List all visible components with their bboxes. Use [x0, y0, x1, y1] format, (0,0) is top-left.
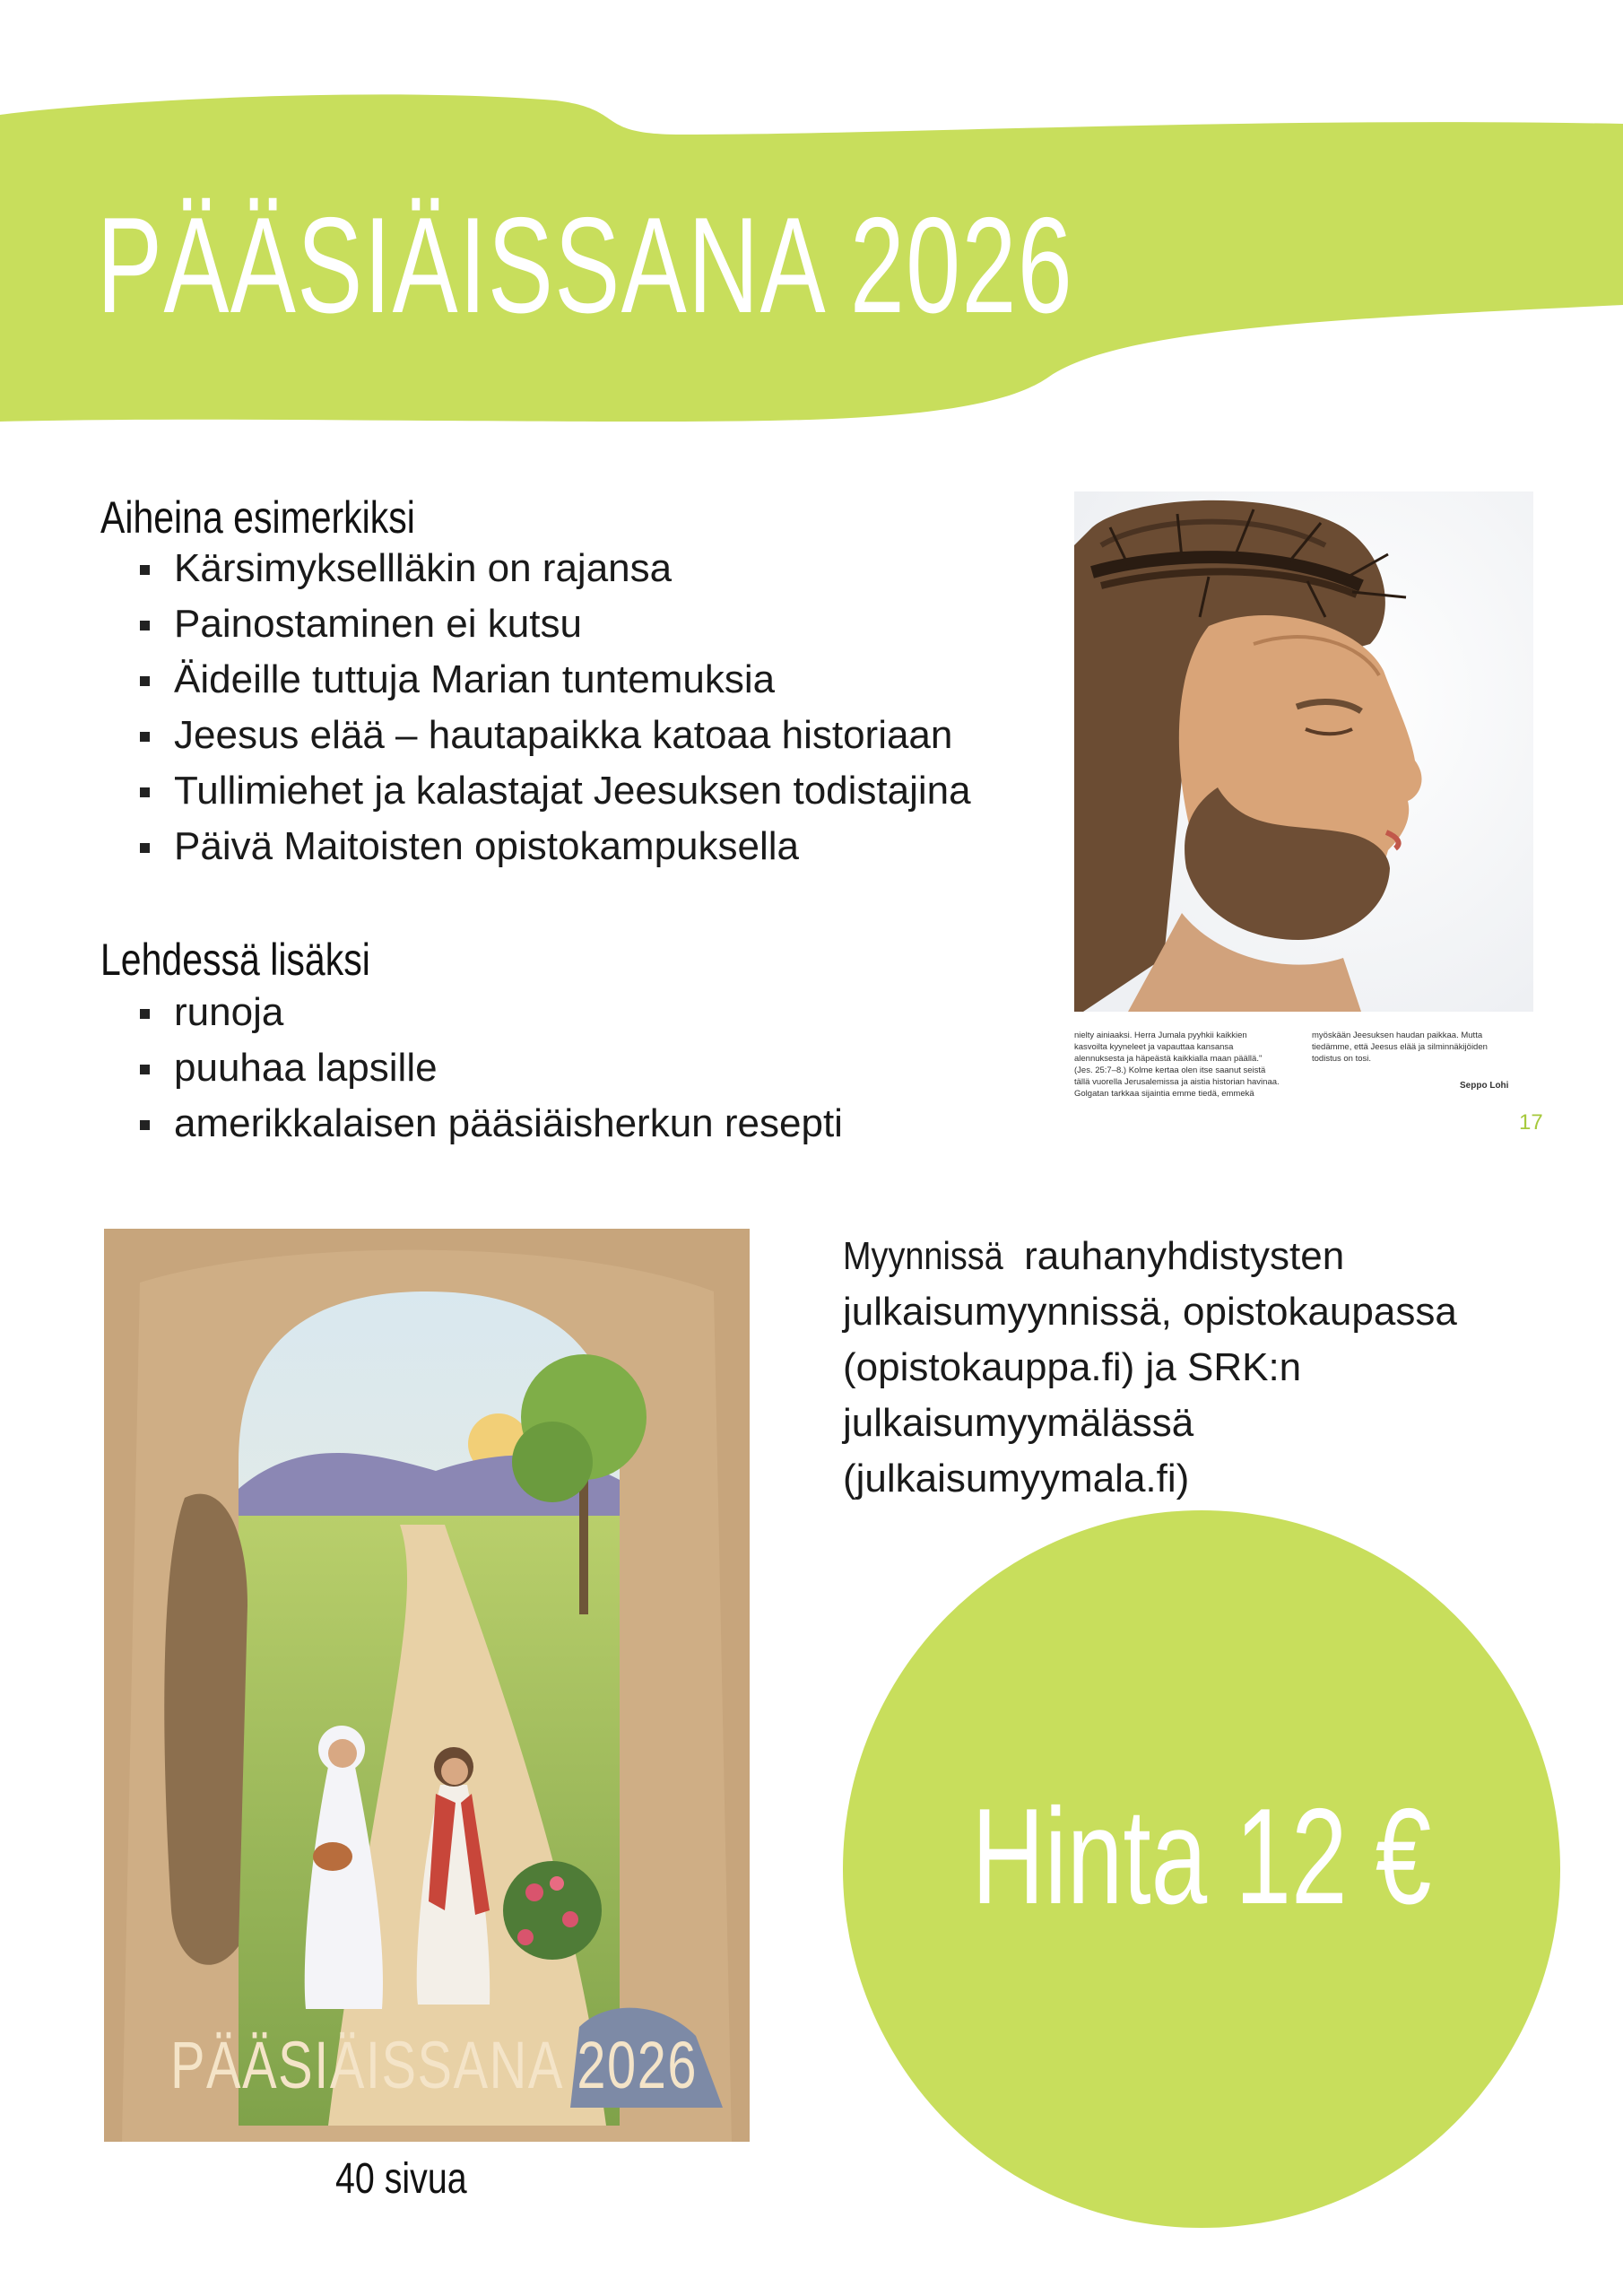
extras-list	[135, 985, 843, 1152]
preview-text-right: myöskään Jeesuksen haudan paikkaa. Mutta tiedämme, että Jeesus elää ja silminnäkijöiden todistus on tosi.	[1312, 1031, 1488, 1064]
topic-item: Jeesus elää – hautapaikka katoaa historiaan	[135, 708, 971, 763]
sales-lead: Myynnissä	[843, 1234, 1003, 1278]
topic-item: Äideille tuttuja Marian tuntemuksia	[135, 652, 971, 708]
sales-info	[843, 1229, 1542, 1507]
extra-item: runoja	[135, 985, 843, 1040]
extra-item: amerikkalaisen pääsiäisherkun resepti	[135, 1096, 843, 1152]
price-label: Hinta 12 €	[971, 1780, 1432, 1933]
extras-heading: Lehdessä lisäksi	[100, 935, 370, 985]
topics-list	[135, 541, 971, 874]
topic-item: Päivä Maitoisten opistokampuksella	[135, 819, 971, 874]
magazine-cover	[104, 1229, 750, 2142]
topic-item: Painostaminen ei kutsu	[135, 596, 971, 652]
jesus-portrait-illustration	[1074, 491, 1533, 1012]
price-badge	[843, 1510, 1560, 2228]
magazine-preview	[1074, 491, 1543, 1141]
preview-text-left: nielty ainiaaksi. Herra Jumala pyyhkii kaikkien kasvoilta kyyneleet ja vapauttaa kansansa alennuksesta ja häpeästä kaikkialla maan päällä." (Jes. 25:7–8.) Kolme kertaa olen itse saanut seistä tällä vuorella Jerusalemissa ja aistia historian havinaa. Golgatan tarkkaa sijaintia emme tiedä, emmekä	[1074, 1031, 1280, 1099]
topic-item: Kärsimyksellläkin on rajansa	[135, 541, 971, 596]
empty-tomb-illustration	[104, 1229, 750, 2142]
sales-text: rauhanyhdistysten julkaisumyynnissä, opistokaupassa (opistokauppa.fi) ja SRK:n julkaisumyymälässä (julkaisumyymala.fi)	[843, 1234, 1457, 1500]
topic-item: Tullimiehet ja kalastajat Jeesuksen todistajina	[135, 763, 971, 819]
extra-item: puuhaa lapsille	[135, 1040, 843, 1096]
topics-heading: Aiheina esimerkiksi	[100, 492, 415, 543]
cover-title: PÄÄSIÄISSANA 2026	[170, 2028, 699, 2102]
page-title: PÄÄSIÄISSANA 2026	[97, 189, 1074, 342]
preview-page-number: 17	[1519, 1110, 1543, 1135]
page-count: 40 sivua	[335, 2155, 467, 2203]
preview-signature: Seppo Lohi	[1460, 1081, 1509, 1091]
